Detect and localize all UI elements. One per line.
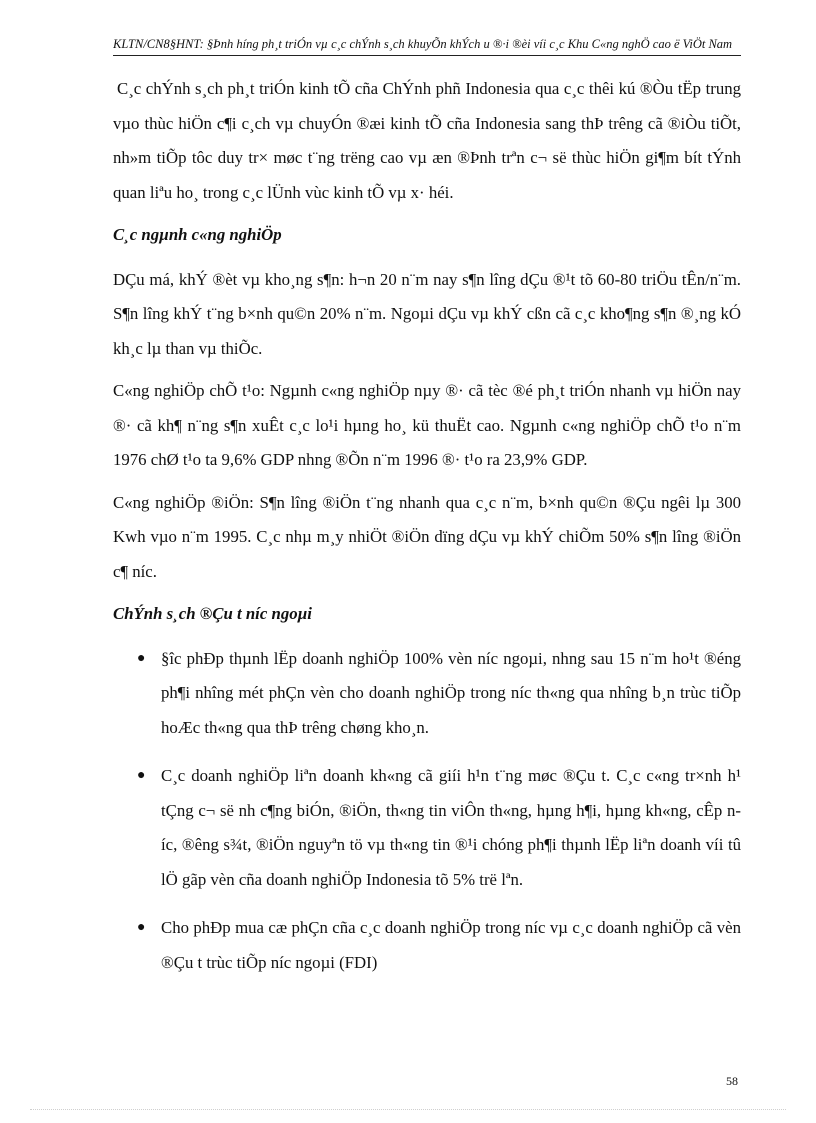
fdi-bullet-list (113, 642, 741, 981)
list-item (113, 759, 741, 897)
list-item (113, 911, 741, 980)
bullet-icon: ● (137, 650, 146, 666)
bullet-icon: ● (137, 920, 146, 935)
bullet-text: §îc phÐp thµnh lËp doanh nghiÖp 100% vèn níc ngoµi, nhng sau 15 n¨m ho¹t ®éng ph¶i nhîng mét phÇn vèn cho doanh nghiÖp trong níc th«ng qua nhîng b¸n trùc tiÕp hoÆc th«ng qua thÞ trêng chøng kho¸n. (161, 648, 741, 737)
bullet-icon: ● (137, 768, 146, 783)
paragraph-manufacturing: C«ng nghiÖp chÕ t¹o: Ngµnh c«ng nghiÖp nµy ®· cã tèc ®é ph¸t triÓn nhanh vµ hiÖn nay ®· cã kh¶ n¨ng s¶n xuÊt c¸c lo¹i hµng ho¸ kü thuËt cao. Ngµnh c«ng nghiÖp chÕ t¹o n¨m 1976 chØ t¹o ta 9,6% GDP nhng ®Õn n¨m 1996 ®· t¹o ra 23,9% GDP. (113, 381, 741, 469)
page-number: 58 (726, 1074, 738, 1088)
page-body (113, 72, 741, 994)
page-bottom-divider (30, 1109, 786, 1110)
intro-paragraph: C¸c chÝnh s¸ch ph¸t triÓn kinh tÕ cña ChÝnh phñ Indonesia qua c¸c thêi kú ®Òu tËp trung vµo thùc hiÖn c¶i c¸ch vµ chuyÓn ®æi kinh tÕ cña Indonesia sang thÞ trêng cã ®iÒu tiÕt, nh»m tiÕp tôc duy tr× møc t¨ng trëng cao vµ æn ®Þnh trªn c¬ së thùc hiÖn gi¶m bít tÝnh quan liªu ho¸ trong c¸c lÜnh vùc kinh tÕ vµ x· héi. (113, 79, 741, 202)
paragraph-oil-gas: DÇu má, khÝ ®èt vµ kho¸ng s¶n: h¬n 20 n¨m nay s¶n lîng dÇu ®¹t tõ 60-80 triÖu tÊn/n¨m. S¶n lîng khÝ t¨ng b×nh qu©n 20% n¨m. Ngoµi dÇu vµ khÝ cßn cã c¸c kho¶ng s¶n ®¸ng kÓ kh¸c lµ than vµ thiÕc. (113, 269, 741, 358)
list-item (113, 642, 741, 746)
bullet-text: C¸c doanh nghiÖp liªn doanh kh«ng cã giíi h¹n t¨ng møc ®Çu t. C¸c c«ng tr×nh h¹ tÇng c¬ së nh c¶ng biÓn, ®iÖn, th«ng tin viÔn th«ng, hµng h¶i, hµng kh«ng, cÊp níc, ®êng s¾t, ®iÖn nguyªn tö vµ th«ng tin ®¹i chóng ph¶i thµnh lËp liªn doanh víi tû lÖ gãp vèn cña doanh nghiÖp Indonesia tõ 5% trë lªn. (161, 766, 741, 889)
running-header: KLTN/CN8§HNT: §Þnh híng ph¸t triÓn vµ c¸c chÝnh s¸ch khuyÕn khÝch u ®·i ®èi víi c¸c Khu C«ng nghÖ cao ë ViÖt Nam (113, 37, 741, 56)
section-heading-fdi-policy: ChÝnh s¸ch ®Çu t níc ngoµi (113, 604, 312, 623)
section-heading-industries: C¸c ngµnh c«ng nghiÖp (113, 225, 282, 244)
bullet-text: Cho phÐp mua cæ phÇn cña c¸c doanh nghiÖp trong níc vµ c¸c doanh nghiÖp cã vèn ®Çu t trùc tiÕp níc ngoµi (FDI) (161, 918, 741, 972)
paragraph-electricity: C«ng nghiÖp ®iÖn: S¶n lîng ®iÖn t¨ng nhanh qua c¸c n¨m, b×nh qu©n ®Çu ngêi lµ 300 Kwh vµo n¨m 1995. C¸c nhµ m¸y nhiÖt ®iÖn dïng dÇu vµ khÝ chiÕm 50% s¶n lîng ®iÖn c¶ níc. (113, 492, 741, 581)
